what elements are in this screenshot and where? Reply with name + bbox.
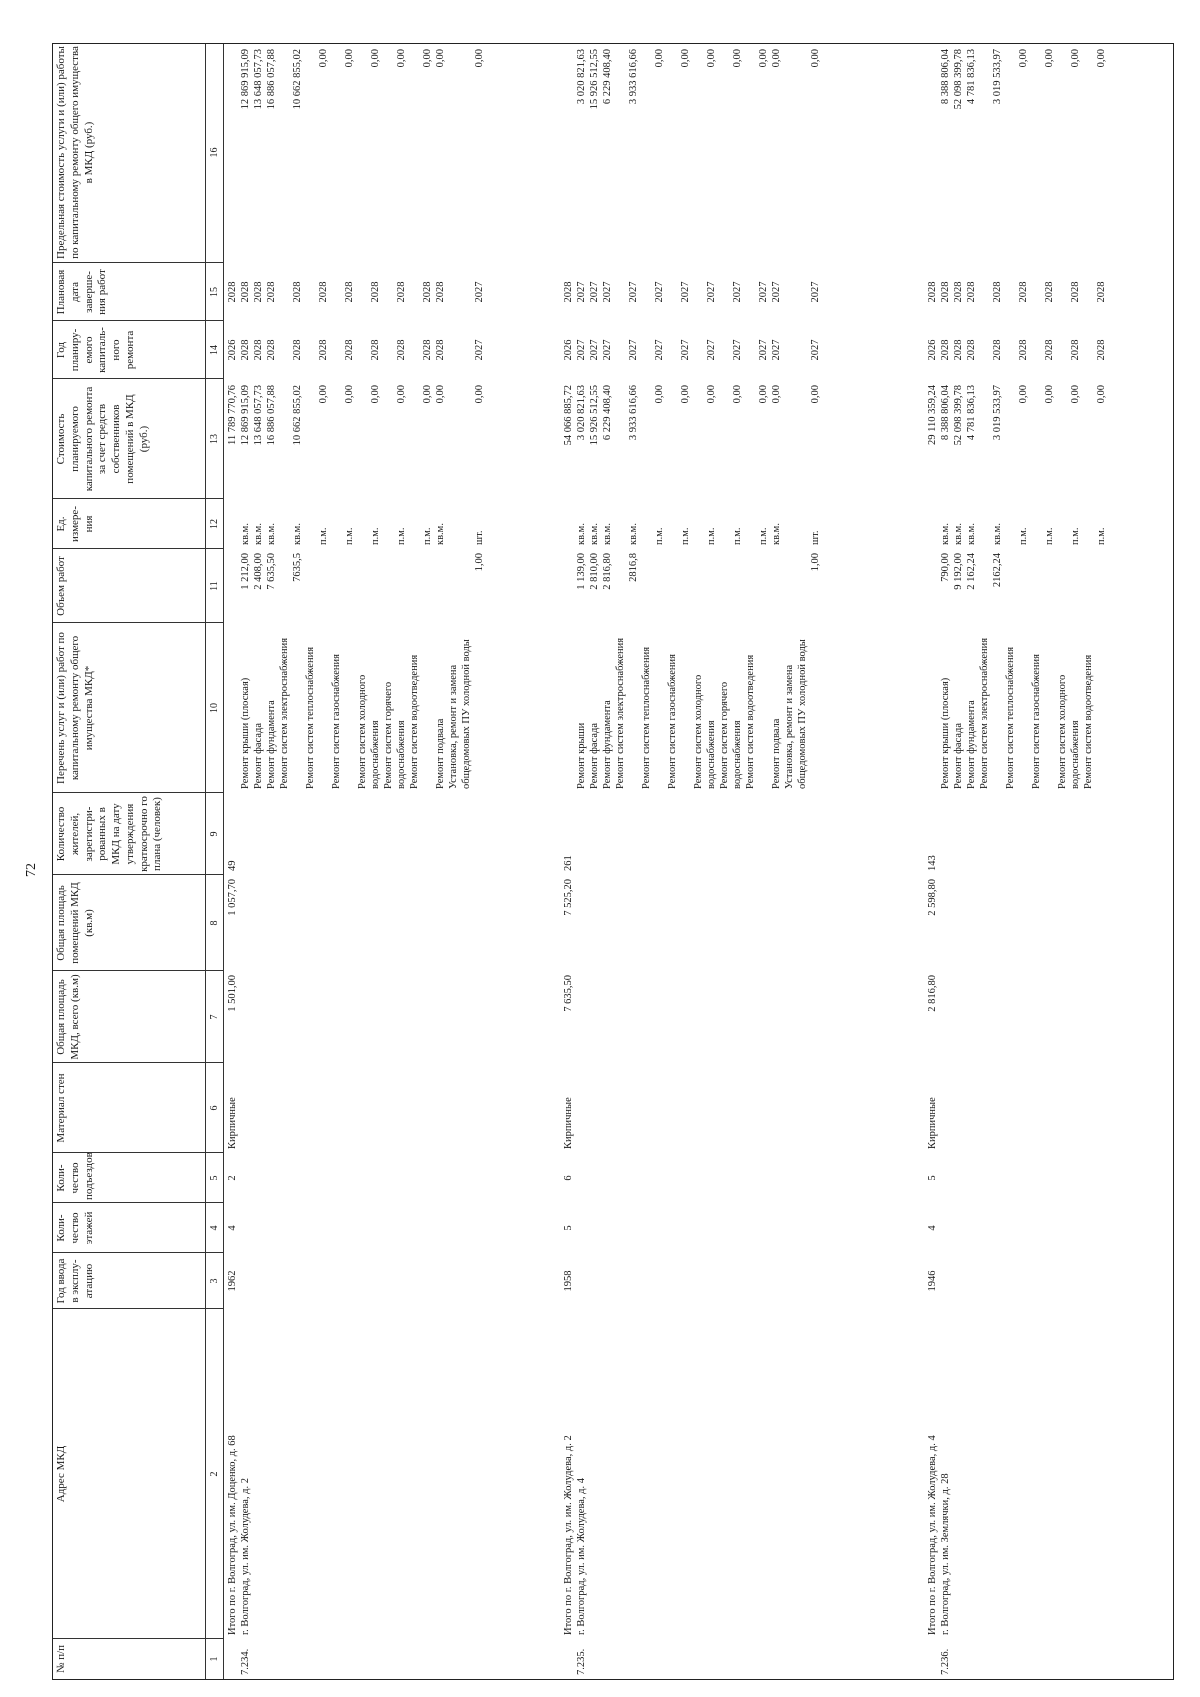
work-volume: 2 816,80 <box>602 553 613 590</box>
work-end-date: 2028 <box>1044 281 1055 303</box>
work-limit-cost: 0,00 <box>732 49 743 68</box>
work-end-date: 2028 <box>953 281 964 303</box>
work-cost: 13 648 057,73 <box>253 385 264 446</box>
work-limit-cost: 6 229 408,40 <box>602 49 613 105</box>
work-name: Ремонт систем электроснабжения <box>279 637 290 789</box>
work-volume: 1 212,00 <box>240 553 251 590</box>
work-end-date: 2027 <box>576 281 587 303</box>
house-address: г. Волгоград, ул. им. Жолудева, д. 4 <box>576 1477 587 1635</box>
work-end-date: 2028 <box>422 281 433 303</box>
work-end-date: 2027 <box>680 281 691 303</box>
column-number: 11 <box>209 581 220 591</box>
column-header: Год планиру-емого капиталь-ного ремонта <box>55 327 136 373</box>
column-header: Перечень услуг и (или) работ по капитальному ремонту общего имущества МКД* <box>55 632 95 784</box>
column-number: 8 <box>209 920 220 926</box>
column-header: Общая площадь помещений МКД (кв.м) <box>55 882 95 964</box>
work-cost: 0,00 <box>654 385 665 404</box>
work-cost: 0,00 <box>318 385 329 404</box>
work-repair-year: 2028 <box>1018 339 1029 361</box>
work-cost: 0,00 <box>422 385 433 404</box>
work-name: Ремонт систем газоснабжения <box>331 654 342 789</box>
column-number: 16 <box>209 147 220 158</box>
work-repair-year: 2028 <box>966 339 977 361</box>
work-end-date: 2028 <box>1018 281 1029 303</box>
work-end-date: 2028 <box>940 281 951 303</box>
work-repair-year: 2027 <box>732 339 743 361</box>
work-name: Ремонт систем горячего водоснабжения <box>719 681 743 789</box>
work-unit: п.м. <box>758 527 769 545</box>
work-unit: кв.м. <box>435 523 446 545</box>
total-end-date: 2028 <box>927 281 938 303</box>
work-unit: кв.м. <box>602 523 613 545</box>
work-name: Ремонт систем водоотведения <box>409 654 420 789</box>
work-unit: кв.м. <box>253 523 264 545</box>
work-cost: 0,00 <box>396 385 407 404</box>
work-cost: 4 781 836,13 <box>966 385 977 441</box>
work-end-date: 2028 <box>966 281 977 303</box>
work-cost: 0,00 <box>810 385 821 404</box>
work-volume: 7635,5 <box>292 553 303 582</box>
work-cost: 0,00 <box>1018 385 1029 404</box>
work-end-date: 2027 <box>602 281 613 303</box>
column-header: Материал стен <box>55 1073 67 1143</box>
work-unit: шт. <box>810 530 821 545</box>
work-limit-cost: 12 869 915,09 <box>240 49 251 110</box>
work-unit: кв.м. <box>940 523 951 545</box>
work-limit-cost: 0,00 <box>706 49 717 68</box>
work-cost: 52 098 399,78 <box>953 385 964 446</box>
year-built: 1946 <box>927 1270 938 1292</box>
work-name: Ремонт систем теплоснабжения <box>305 646 316 789</box>
work-unit: п.м. <box>396 527 407 545</box>
column-number: 12 <box>209 519 220 529</box>
work-repair-year: 2028 <box>1070 339 1081 361</box>
total-residents: 143 <box>927 855 938 871</box>
work-volume: 2 408,00 <box>253 553 264 590</box>
work-name: Установка, ремонт и замена общедомовых ПУ холодной воды <box>448 639 472 789</box>
work-name: Ремонт крыши <box>576 722 587 789</box>
total-residents: 261 <box>563 855 574 871</box>
row-number: 7.236. <box>940 1648 951 1675</box>
work-limit-cost: 0,00 <box>318 49 329 68</box>
work-name: Ремонт фундамента <box>266 700 277 789</box>
work-end-date: 2028 <box>992 281 1003 303</box>
work-repair-year: 2028 <box>240 339 251 361</box>
column-number: 2 <box>209 1471 220 1477</box>
total-area: 7 635,50 <box>563 975 574 1012</box>
work-name: Установка, ремонт и замена общедомовых ПУ холодной воды <box>784 639 808 789</box>
work-unit: п.м. <box>370 527 381 545</box>
work-end-date: 2027 <box>758 281 769 303</box>
column-number: 5 <box>209 1175 220 1181</box>
work-limit-cost: 3 933 616,66 <box>628 49 639 105</box>
page-number: 72 <box>24 863 39 877</box>
work-name: Ремонт подвала <box>771 718 782 789</box>
work-unit: п.м. <box>422 527 433 545</box>
work-volume: 2 810,00 <box>589 553 600 590</box>
total-cost: 29 110 359,24 <box>927 385 938 445</box>
work-cost: 0,00 <box>758 385 769 404</box>
work-cost: 0,00 <box>1070 385 1081 404</box>
work-end-date: 2028 <box>344 281 355 303</box>
row-number: 7.234. <box>240 1648 251 1675</box>
entrance-count: 2 <box>227 1175 238 1181</box>
work-repair-year: 2028 <box>940 339 951 361</box>
column-number: 9 <box>209 831 220 837</box>
work-end-date: 2028 <box>435 281 446 303</box>
work-cost: 6 229 408,40 <box>602 385 613 441</box>
total-row-label: Итого по г. Волгоград, ул. им. Доценко, д. 68 <box>227 1435 238 1635</box>
work-cost: 10 662 855,02 <box>292 385 303 446</box>
entrance-count: 5 <box>927 1175 938 1181</box>
work-repair-year: 2028 <box>1096 339 1107 361</box>
wall-material: Кирпичные <box>563 1097 574 1149</box>
column-number: 1 <box>209 1656 220 1662</box>
column-number: 10 <box>209 703 220 713</box>
work-repair-year: 2028 <box>253 339 264 361</box>
work-end-date: 2028 <box>370 281 381 303</box>
work-limit-cost: 15 926 512,55 <box>589 49 600 110</box>
work-limit-cost: 3 020 821,63 <box>576 49 587 105</box>
column-number: 13 <box>209 434 220 444</box>
work-unit: кв.м. <box>240 523 251 545</box>
total-row-label: Итого по г. Волгоград, ул. им. Жолудева, д. 2 <box>563 1435 574 1635</box>
work-unit: п.м. <box>1096 527 1107 545</box>
work-volume: 2 162,24 <box>966 553 977 590</box>
work-repair-year: 2028 <box>953 339 964 361</box>
wall-material: Кирпичные <box>227 1097 238 1149</box>
column-header: Коли-чество этажей <box>55 1211 95 1245</box>
work-name: Ремонт подвала <box>435 718 446 789</box>
work-unit: п.м. <box>680 527 691 545</box>
work-cost: 0,00 <box>474 385 485 404</box>
work-end-date: 2028 <box>266 281 277 303</box>
work-name: Ремонт систем электроснабжения <box>979 637 990 789</box>
work-limit-cost: 0,00 <box>654 49 665 68</box>
column-number: 15 <box>209 287 220 297</box>
work-name: Ремонт фасада <box>953 722 964 789</box>
work-unit: кв.м. <box>953 523 964 545</box>
work-unit: п.м. <box>654 527 665 545</box>
work-name: Ремонт систем теплоснабжения <box>641 646 652 789</box>
work-end-date: 2027 <box>589 281 600 303</box>
work-cost: 0,00 <box>732 385 743 404</box>
column-header: Стоимость планируемого капитального ремонта за счет средств собственников помещений в МКД (руб.) <box>55 386 150 492</box>
work-end-date: 2028 <box>253 281 264 303</box>
work-limit-cost: 0,00 <box>344 49 355 68</box>
work-limit-cost: 4 781 836,13 <box>966 49 977 105</box>
work-name: Ремонт фасада <box>253 722 264 789</box>
work-repair-year: 2027 <box>474 339 485 361</box>
work-repair-year: 2028 <box>292 339 303 361</box>
work-end-date: 2027 <box>732 281 743 303</box>
work-cost: 16 886 057,88 <box>266 385 277 446</box>
work-repair-year: 2028 <box>344 339 355 361</box>
house-address: г. Волгоград, ул. им. Жолудева, д. 2 <box>240 1477 251 1635</box>
total-cost: 54 066 885,72 <box>563 385 574 446</box>
work-unit: кв.м. <box>576 523 587 545</box>
header-divider <box>205 44 206 1679</box>
work-cost: 12 869 915,09 <box>240 385 251 446</box>
work-volume: 2162,24 <box>992 553 1003 588</box>
work-name: Ремонт систем холодного водоснабжения <box>1057 674 1081 789</box>
work-limit-cost: 0,00 <box>771 49 782 68</box>
column-header: Предельная стоимость услуги и (или) работы по капитальному ремонту общего имущества в МКД (руб.) <box>55 46 95 259</box>
work-repair-year: 2027 <box>810 339 821 361</box>
work-cost: 0,00 <box>344 385 355 404</box>
column-header: Общая площадь МКД, всего (кв.м) <box>55 974 81 1060</box>
column-header: Плановая дата заверше-ния работ <box>55 269 109 315</box>
total-area: 1 501,00 <box>227 975 238 1012</box>
work-name: Ремонт систем газоснабжения <box>667 654 678 789</box>
work-unit: п.м. <box>706 527 717 545</box>
work-volume: 1,00 <box>810 553 821 572</box>
row-number: 7.235. <box>576 1648 587 1675</box>
work-limit-cost: 0,00 <box>680 49 691 68</box>
floor-count: 4 <box>927 1225 938 1231</box>
work-limit-cost: 0,00 <box>1096 49 1107 68</box>
work-limit-cost: 0,00 <box>1070 49 1081 68</box>
work-limit-cost: 0,00 <box>396 49 407 68</box>
work-unit: п.м. <box>732 527 743 545</box>
work-repair-year: 2027 <box>680 339 691 361</box>
total-row-label: Итого по г. Волгоград, ул. им. Жолудева, д. 4 <box>927 1435 938 1635</box>
work-repair-year: 2028 <box>992 339 1003 361</box>
work-limit-cost: 16 886 057,88 <box>266 49 277 110</box>
wall-material: Кирпичные <box>927 1097 938 1149</box>
column-number: 4 <box>209 1225 220 1231</box>
work-unit: кв.м. <box>628 523 639 545</box>
work-unit: кв.м. <box>992 523 1003 545</box>
work-cost: 15 926 512,55 <box>589 385 600 446</box>
work-unit: п.м. <box>1044 527 1055 545</box>
capital-repair-register-table <box>52 43 1174 1680</box>
work-name: Ремонт фундамента <box>602 700 613 789</box>
work-volume: 2816,8 <box>628 553 639 582</box>
work-end-date: 2028 <box>240 281 251 303</box>
work-limit-cost: 0,00 <box>1044 49 1055 68</box>
work-unit: п.м. <box>1018 527 1029 545</box>
work-cost: 3 020 821,63 <box>576 385 587 441</box>
work-repair-year: 2027 <box>576 339 587 361</box>
column-number: 6 <box>209 1105 220 1111</box>
floor-count: 5 <box>563 1225 574 1231</box>
rooms-area: 7 525,20 <box>563 879 574 916</box>
work-limit-cost: 8 388 806,04 <box>940 49 951 105</box>
work-limit-cost: 0,00 <box>435 49 446 68</box>
work-unit: п.м. <box>1070 527 1081 545</box>
column-header: Коли-чество подъездов <box>55 1152 95 1200</box>
work-unit: п.м. <box>344 527 355 545</box>
work-cost: 0,00 <box>370 385 381 404</box>
total-residents: 49 <box>227 860 238 871</box>
work-end-date: 2028 <box>1070 281 1081 303</box>
work-cost: 0,00 <box>706 385 717 404</box>
total-end-date: 2028 <box>563 281 574 303</box>
total-cost: 11 789 770,76 <box>227 385 238 445</box>
work-unit: п.м. <box>318 527 329 545</box>
work-volume: 7 635,50 <box>266 553 277 590</box>
work-name: Ремонт систем теплоснабжения <box>1005 646 1016 789</box>
work-unit: шт. <box>474 530 485 545</box>
work-end-date: 2027 <box>474 281 485 303</box>
work-name: Ремонт систем газоснабжения <box>1031 654 1042 789</box>
rotated-register-page <box>20 43 1180 1680</box>
work-name: Ремонт систем электроснабжения <box>615 637 626 789</box>
work-repair-year: 2028 <box>266 339 277 361</box>
column-number: 7 <box>209 1014 220 1020</box>
work-limit-cost: 10 662 855,02 <box>292 49 303 110</box>
column-header: № п/п <box>55 1644 67 1674</box>
year-built: 1962 <box>227 1270 238 1292</box>
work-end-date: 2027 <box>628 281 639 303</box>
work-repair-year: 2027 <box>706 339 717 361</box>
work-name: Ремонт систем горячего водоснабжения <box>383 681 407 789</box>
total-end-date: 2028 <box>227 281 238 303</box>
house-address: г. Волгоград, ул. им. Землячки, д. 28 <box>940 1473 951 1635</box>
work-repair-year: 2028 <box>370 339 381 361</box>
work-cost: 8 388 806,04 <box>940 385 951 441</box>
column-number-divider <box>223 44 224 1679</box>
column-header: Ед. измере-ния <box>55 506 95 542</box>
year-built: 1958 <box>563 1270 574 1292</box>
work-unit: кв.м. <box>966 523 977 545</box>
work-end-date: 2028 <box>318 281 329 303</box>
total-repair-year: 2026 <box>927 339 938 361</box>
entrance-count: 6 <box>563 1175 574 1181</box>
work-limit-cost: 0,00 <box>758 49 769 68</box>
rooms-area: 2 598,80 <box>927 879 938 916</box>
work-unit: кв.м. <box>589 523 600 545</box>
work-repair-year: 2028 <box>435 339 446 361</box>
column-header: Количество жителей, зарегистри-рованных в МКД на дату утверждения краткосрочно го плана (человек) <box>55 796 164 872</box>
work-limit-cost: 52 098 399,78 <box>953 49 964 110</box>
work-end-date: 2027 <box>810 281 821 303</box>
work-limit-cost: 0,00 <box>422 49 433 68</box>
work-volume: 790,00 <box>940 553 951 582</box>
work-cost: 0,00 <box>1044 385 1055 404</box>
work-repair-year: 2027 <box>602 339 613 361</box>
work-volume: 1 139,00 <box>576 553 587 590</box>
work-name: Ремонт фундамента <box>966 700 977 789</box>
work-name: Ремонт систем холодного водоснабжения <box>693 674 717 789</box>
work-volume: 9 192,00 <box>953 553 964 590</box>
work-repair-year: 2028 <box>318 339 329 361</box>
work-end-date: 2028 <box>396 281 407 303</box>
work-cost: 0,00 <box>435 385 446 404</box>
column-number: 3 <box>209 1278 220 1284</box>
work-end-date: 2028 <box>292 281 303 303</box>
work-unit: кв.м. <box>292 523 303 545</box>
work-cost: 0,00 <box>1096 385 1107 404</box>
work-name: Ремонт крыши (плоская) <box>240 677 251 789</box>
work-cost: 0,00 <box>680 385 691 404</box>
work-name: Ремонт крыши (плоская) <box>940 677 951 789</box>
work-repair-year: 2027 <box>628 339 639 361</box>
total-repair-year: 2026 <box>563 339 574 361</box>
work-limit-cost: 0,00 <box>1018 49 1029 68</box>
column-header: Объем работ <box>55 556 67 616</box>
work-limit-cost: 0,00 <box>474 49 485 68</box>
rooms-area: 1 057,70 <box>227 879 238 916</box>
work-end-date: 2027 <box>706 281 717 303</box>
total-area: 2 816,80 <box>927 975 938 1012</box>
work-cost: 3 019 533,97 <box>992 385 1003 441</box>
work-name: Ремонт фасада <box>589 722 600 789</box>
work-limit-cost: 13 648 057,73 <box>253 49 264 110</box>
work-repair-year: 2027 <box>654 339 665 361</box>
work-unit: кв.м. <box>771 523 782 545</box>
column-header: Год ввода в эксплу-атацию <box>55 1258 95 1304</box>
work-name: Ремонт систем водоотведения <box>745 654 756 789</box>
work-end-date: 2027 <box>771 281 782 303</box>
work-cost: 3 933 616,66 <box>628 385 639 441</box>
work-end-date: 2027 <box>654 281 665 303</box>
work-repair-year: 2028 <box>396 339 407 361</box>
column-number: 14 <box>209 345 220 355</box>
work-limit-cost: 0,00 <box>370 49 381 68</box>
work-repair-year: 2028 <box>1044 339 1055 361</box>
work-repair-year: 2027 <box>771 339 782 361</box>
work-repair-year: 2027 <box>589 339 600 361</box>
work-name: Ремонт систем холодного водоснабжения <box>357 674 381 789</box>
work-repair-year: 2027 <box>758 339 769 361</box>
floor-count: 4 <box>227 1225 238 1231</box>
work-volume: 1,00 <box>474 553 485 572</box>
work-repair-year: 2028 <box>422 339 433 361</box>
column-header: Адрес МКД <box>55 1445 67 1503</box>
work-cost: 0,00 <box>771 385 782 404</box>
work-unit: кв.м. <box>266 523 277 545</box>
work-end-date: 2028 <box>1096 281 1107 303</box>
work-limit-cost: 3 019 533,97 <box>992 49 1003 105</box>
work-name: Ремонт систем водоотведения <box>1083 654 1094 789</box>
work-limit-cost: 0,00 <box>810 49 821 68</box>
total-repair-year: 2026 <box>227 339 238 361</box>
